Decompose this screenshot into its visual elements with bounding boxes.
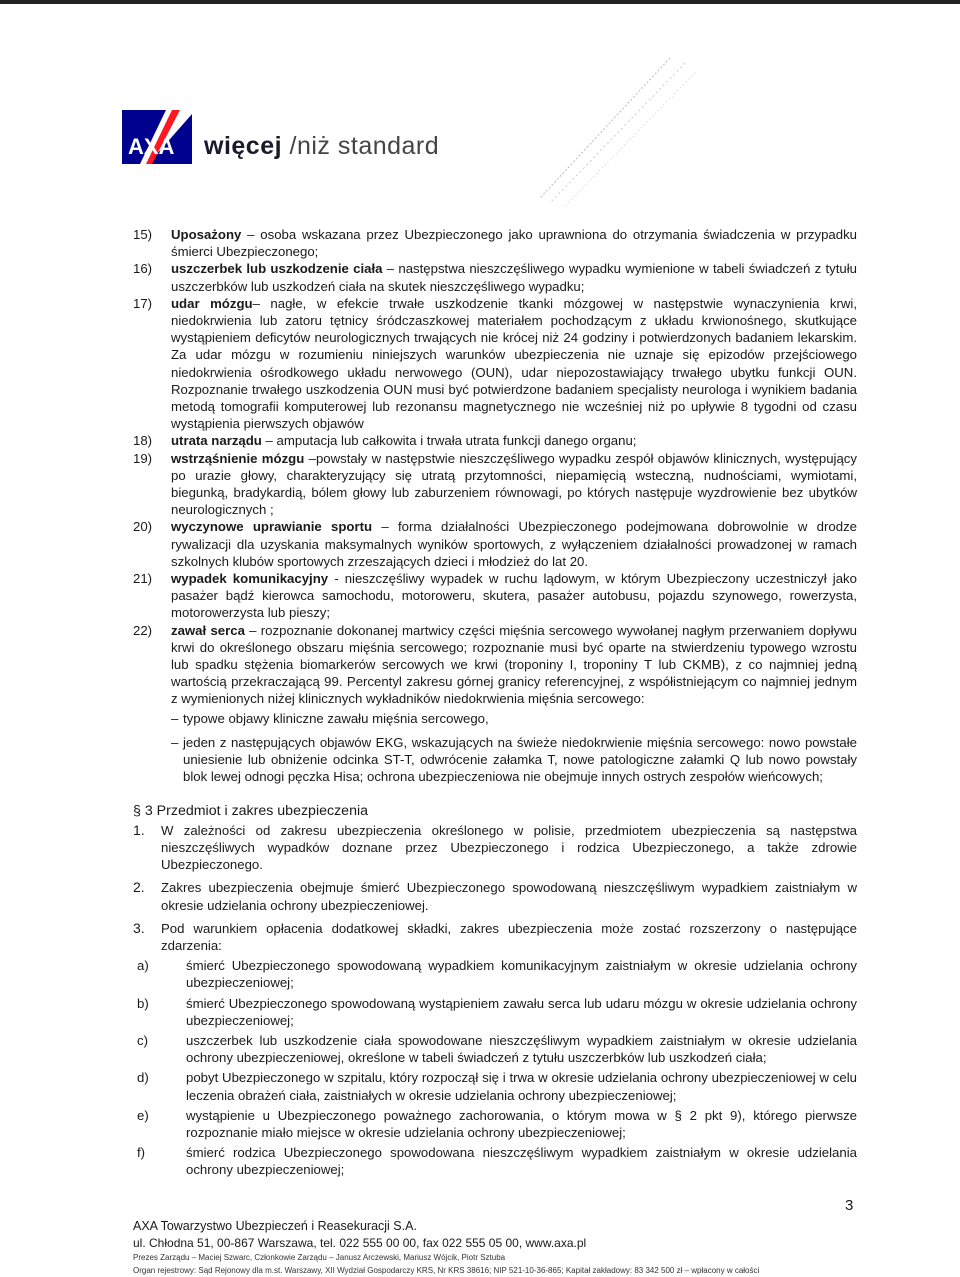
footer-registry: Organ rejestrowy: Sąd Rejonowy dla m.st. Warszawy, XII Wydział Gospodarczy KRS, Nr KRS 38616; NIP 521-10-36-865; Kapitał zakładowy: 83 342 500 zł – wpłacony w całości — [133, 1266, 760, 1275]
dash-mark: – — [171, 734, 179, 750]
scope-item-f — [133, 1144, 857, 1178]
item-number: 22) — [133, 622, 153, 638]
letter-text: śmierć Ubezpieczonego spowodowaną wypadkiem komunikacyjnym zaistniałym w okresie udzielania ochrony ubezpieczeniowej; — [186, 958, 857, 991]
term-wypadek-komunikacyjny: wypadek komunikacyjny — [171, 571, 329, 587]
item-number: 16) — [133, 261, 153, 277]
term-wstrzasnienie: wstrząśnienie mózgu — [171, 450, 305, 466]
definition-text: – forma działalności Ubezpieczonego podejmowana dobrowolnie w drodze rywalizacji dla uzyskania maksymalnych wyników sportowych, z wyłączeniem działalności prowadzonej w ramach szkolnych klubów sportowych zrzeszających dzieci i młodzież do lat 20. — [171, 519, 858, 569]
definition-22 — [133, 622, 857, 786]
dash-mark: – — [171, 710, 179, 726]
scope-item-d — [133, 1069, 857, 1103]
letter-label: f) — [137, 1145, 146, 1161]
definition-text: – osoba wskazana przez Ubezpieczonego jako uprawniona do otrzymania świadczenia w przypadku śmierci Ubezpieczonego; — [171, 227, 857, 260]
term-udar-mozgu: udar mózgu — [171, 295, 253, 311]
letter-label: a) — [137, 958, 149, 974]
scope-item-e — [133, 1107, 857, 1141]
letter-label: e) — [137, 1107, 149, 1123]
slogan-rest: niż standard — [296, 132, 440, 160]
definition-15 — [133, 226, 857, 260]
term-uposazony: Uposażony — [171, 227, 242, 242]
logo-text: AXA — [128, 134, 175, 159]
item-number: 19) — [133, 450, 153, 466]
section-point-1 — [133, 822, 857, 874]
top-border-line — [0, 0, 960, 4]
footer-board: Prezes Zarządu – Maciej Szwarc, Członkowie Zarządu – Janusz Arczewski, Mariusz Wójcik, Piotr Sztuba — [133, 1253, 506, 1262]
letter-text: śmierć Ubezpieczonego spowodowaną wystąpieniem zawału serca lub udaru mózgu w okresie udzielania ochrony ubezpieczeniowej; — [186, 995, 857, 1028]
item-number: 21) — [133, 571, 153, 587]
letter-label: d) — [137, 1070, 149, 1086]
letter-text: wystąpienie u Ubezpieczonego poważnego zachorowania, o którym mowa w § 2 pkt 9), którego pierwsze rozpoznanie miało miejsce w okresie udzielania ochrony ubezpieczeniowej; — [186, 1107, 857, 1140]
dash-text: jeden z następujących objawów EKG, wskazujących na świeże niedokrwienie mięśnia sercowego: nowo powstałe uniesienie lub obniżenie odcinka ST-T, odwrócenie załamka T, nowe patologiczne załamki Q lub nowo powstały blok lewej odnogi pęczka Hisa; ochrona ubezpieczeniowa nie obejmuje innych ostrych zespołów wieńcowych; — [183, 734, 857, 785]
definition-text: –powstały w następstwie nieszczęśliwego wypadku zespół objawów klinicznych, występujący po urazie głowy, charakteryzujący się utratą przytomności, niepamięcią wsteczną, nudnościami, wymiotami, biegunką, bradykardią, bólem głowy lub zaburzeniem równowagi, po których następuje wyzdrowienie bez ubytków neurologicznych ; — [171, 450, 857, 518]
definition-17 — [133, 295, 857, 433]
scope-item-b — [133, 995, 857, 1029]
term-uszczerbek: uszczerbek lub uszkodzenie ciała — [171, 261, 383, 277]
footer-address: ul. Chłodna 51, 00-867 Warszawa, tel. 022 555 00 00, fax 022 555 05 00, www.axa.pl — [133, 1236, 587, 1250]
decorative-slash-lines — [520, 48, 710, 208]
footer — [133, 1218, 893, 1277]
item-number: 17) — [133, 295, 153, 311]
slogan-bold: więcej — [204, 132, 283, 160]
point-number: 2. — [133, 879, 145, 896]
definition-21 — [133, 570, 857, 622]
definition-text: – następstwa nieszczęśliwego wypadku wymienione w tabeli świadczeń z tytułu uszczerbków lub uszkodzeń ciała na skutek nieszczęśliwego wypadku; — [171, 261, 858, 294]
dash-item — [171, 710, 857, 727]
dash-text: typowe objawy kliniczne zawału mięśnia sercowego, — [183, 710, 489, 726]
point-number: 3. — [133, 919, 145, 936]
point-text: W zależności od zakresu ubezpieczenia określonego w polisie, przedmiotem ubezpieczenia są następstwa nieszczęśliwych wypadków doznane przez Ubezpieczonego i rodzica Ubezpieczonego, a także zdrowie Ubezpieczonego. — [161, 822, 857, 873]
term-zawal-serca: zawał serca — [171, 622, 245, 638]
scope-item-a — [133, 957, 857, 991]
document-body — [133, 226, 857, 1179]
item-number: 20) — [133, 519, 153, 535]
letter-text: pobyt Ubezpieczonego w szpitalu, który rozpoczął się i trwa w okresie udzielania ochrony ubezpieczeniowej w celu leczenia obrażeń ciała, zaistniałych w okresie udzielania ochrony ubezpieczeniowej; — [186, 1070, 857, 1103]
footer-company: AXA Towarzystwo Ubezpieczeń i Reasekuracji S.A. — [133, 1219, 417, 1233]
point-number: 1. — [133, 821, 145, 838]
scope-item-c — [133, 1032, 857, 1066]
letter-text: uszczerbek lub uszkodzenie ciała spowodowane nieszczęśliwym wypadkiem zaistniałym w okresie udzielania ochrony ubezpieczeniowej, określone w tabeli świadczeń z tytułu uszczerbków lub uszkodzeń ciała; — [186, 1032, 857, 1066]
item-number: 18) — [133, 433, 153, 449]
axa-logo — [122, 110, 192, 164]
definition-20 — [133, 518, 857, 570]
slogan — [204, 132, 439, 161]
section-point-2 — [133, 879, 857, 913]
definition-text: - nieszczęśliwy wypadek w ruchu lądowym, w którym Ubezpieczony uczestniczył jako pasażer bądź kierowca samochodu, motoroweru, skutera, pasażer autobusu, pojazdu szynowego, rowerzysta, motorowerzysta lub pieszy; — [171, 571, 857, 621]
letter-label: b) — [137, 995, 149, 1011]
term-utrata-narzadu: utrata narządu — [171, 433, 262, 449]
definition-text: – rozpoznanie dokonanej martwicy części mięśnia sercowego wywołanej nagłym przerwaniem dopływu krwi do określonego obszaru mięśnia sercowego; rozpoznanie musi być oparte na stwierdzeniu typowego wzrostu lub spadku stężenia biomarkerów sercowych we krwi (troponiny I, troponiny T lub CKMB), z co najmniej jedną wartością przekraczającą 99. Percentyl zakresu górnej granicy referencyjnej, z współistniejącym co najmniej jednym z wymienionych niżej klinicznych wykładników niedokrwienia mięśnia sercowego: — [171, 622, 857, 707]
definition-text: – amputacja lub całkowita i trwała utrata funkcji danego organu; — [261, 433, 637, 449]
definition-19 — [133, 450, 857, 519]
letter-label: c) — [137, 1032, 148, 1048]
definition-text: – nagłe, w efekcie trwałe uszkodzenie tkanki mózgowej w następstwie wynaczynienia krwi, niedokrwienia lub zatoru tętnicy śródczaszkowej materiałem pochodzącym z układu krwionośnego, skutkujące wystąpieniem deficytów neurologicznych trwających nie krócej niż 24 godziny i potwierdzonych badaniem lekarskim. Za udar mózgu w rozumieniu niniejszych warunków ubezpieczenia nie uznaje się epizodów przejściowego niedokrwienia ośrodkowego układu nerwowego (OUN), udar niepozostawiający trwałego ubytku funkcji OUN. Rozpoznanie trwałego uszkodzenia OUN musi być potwierdzone badaniem specjalisty neurologa i wynikiem badania metodą tomografii komputerowej lub rezonansu magnetycznego nie wcześniej niż po upływie 8 tygodni od czasu wystąpienia pierwszych objawów — [171, 295, 858, 432]
letter-text: śmierć rodzica Ubezpieczonego spowodowana nieszczęśliwym wypadkiem zaistniałym w okresie udzielania ochrony ubezpieczeniowej; — [186, 1145, 857, 1178]
section-title: § 3 Przedmiot i zakres ubezpieczenia — [133, 802, 369, 819]
dash-item — [171, 734, 857, 786]
definition-18 — [133, 432, 857, 449]
section-point-3 — [133, 920, 857, 954]
term-wyczynowe-sport: wyczynowe uprawianie sportu — [171, 519, 373, 535]
slogan-slash: / — [289, 132, 297, 160]
point-text: Zakres ubezpieczenia obejmuje śmierć Ubezpieczonego spowodowaną nieszczęśliwym wypadkiem zaistniałym w okresie udzielania ochrony ubezpieczeniowej. — [161, 880, 857, 913]
definition-16 — [133, 260, 857, 294]
page-number: 3 — [845, 1197, 854, 1214]
item-number: 15) — [133, 227, 153, 242]
point-text: Pod warunkiem opłacenia dodatkowej składki, zakres ubezpieczenia może zostać rozszerzony o następujące zdarzenia: — [161, 920, 857, 953]
